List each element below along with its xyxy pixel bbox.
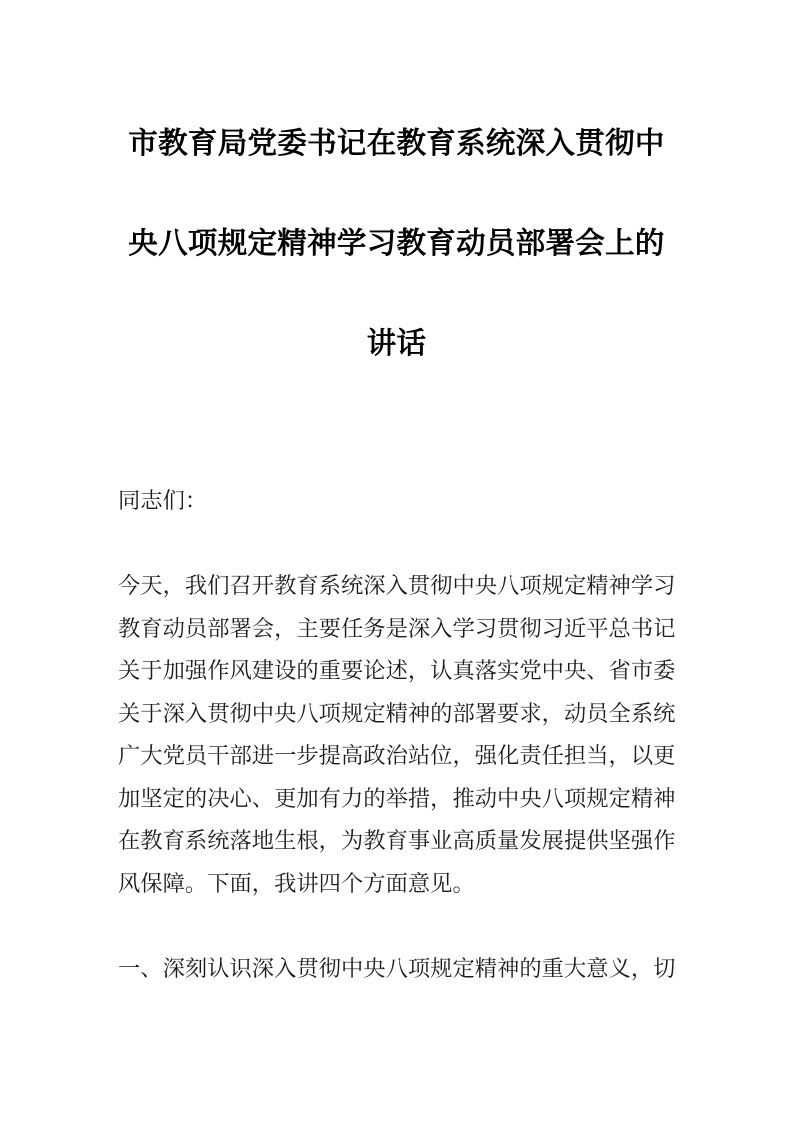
document-body xyxy=(0,480,793,990)
paragraph-1-line: 加坚定的决心、更加有力的举措，推动中央八项规定精神 xyxy=(118,785,676,811)
paragraph-1-line: 广大党员干部进一步提高政治站位，强化责任担当，以更 xyxy=(118,743,676,768)
salutation: 同志们： xyxy=(118,488,208,513)
title-line-1: 市教育局党委书记在教育系统深入贯彻中 xyxy=(128,127,665,160)
title-line-3: 讲话 xyxy=(366,327,427,360)
document-title xyxy=(0,94,793,394)
paragraph-1-line: 今天，我们召开教育系统深入贯彻中央八项规定精神学习 xyxy=(118,573,676,598)
paragraph-1-line: 教育动员部署会，主要任务是深入学习贯彻习近平总书记 xyxy=(118,615,676,641)
paragraph-1-line: 在教育系统落地生根，为教育事业高质量发展提供坚强作 xyxy=(118,828,676,853)
title-line-2: 央八项规定精神学习教育动员部署会上的 xyxy=(128,227,665,260)
paragraph-1-line: 关于加强作风建设的重要论述，认真落实党中央、省市委 xyxy=(118,658,676,683)
paragraph-1 xyxy=(118,565,676,905)
paragraph-1-line: 关于深入贯彻中央八项规定精神的部署要求，动员全系统 xyxy=(118,700,676,726)
paragraph-2 xyxy=(118,948,676,991)
paragraph-2-line: 一、深刻认识深入贯彻中央八项规定精神的重大意义，切 xyxy=(118,955,676,981)
paragraph-1-line: 风保障。下面，我讲四个方面意见。 xyxy=(118,870,475,896)
